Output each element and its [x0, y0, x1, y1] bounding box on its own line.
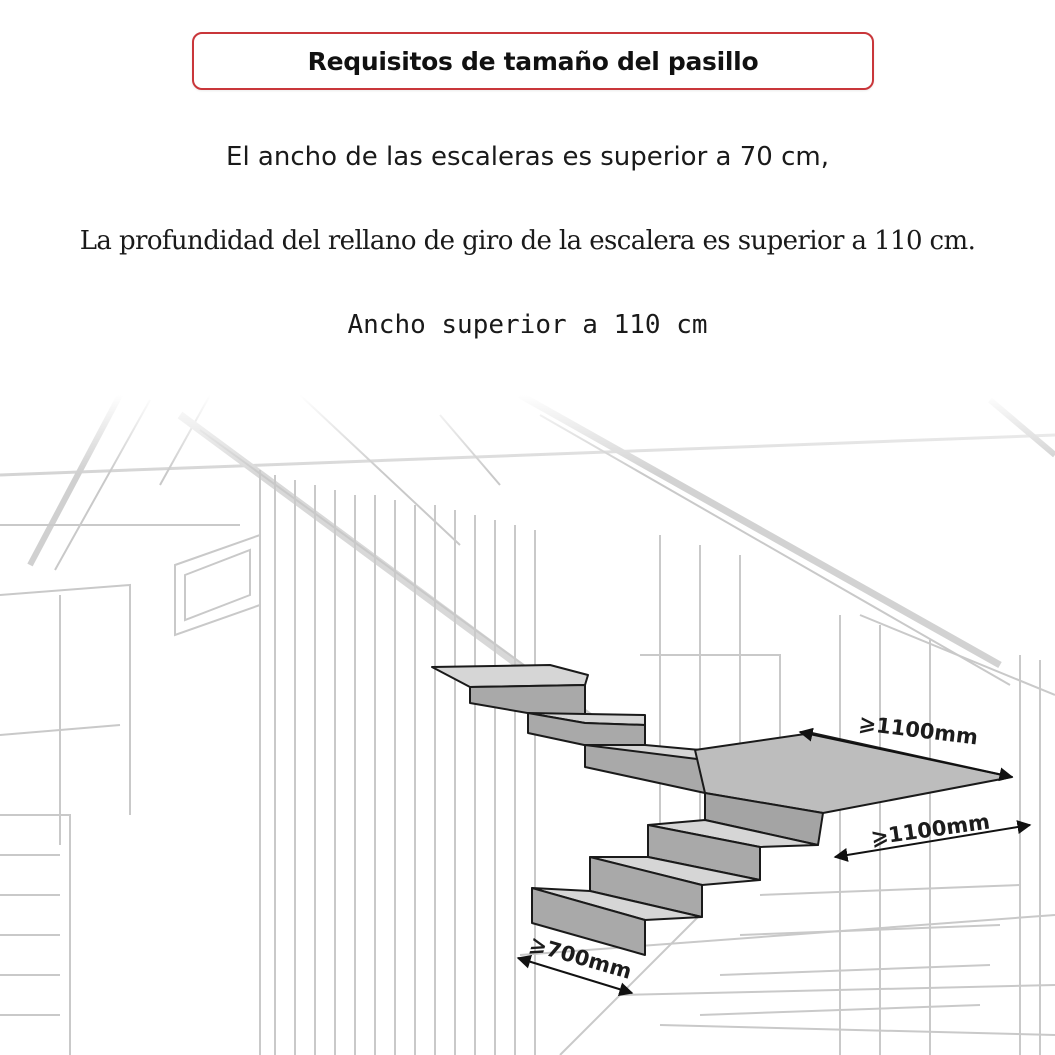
requirement-stair-width: El ancho de las escaleras es superior a 70 cm, — [226, 142, 829, 172]
requirement-landing-width: Ancho superior a 110 cm — [347, 310, 708, 340]
requirement-landing-depth: La profundidad del rellano de giro de la escalera es superior a 110 cm. — [79, 226, 976, 256]
page-title: Requisitos de tamaño del pasillo — [307, 46, 759, 76]
staircase-diagram — [0, 395, 1055, 1055]
title-box — [192, 32, 874, 90]
top-fade — [0, 395, 1055, 1055]
